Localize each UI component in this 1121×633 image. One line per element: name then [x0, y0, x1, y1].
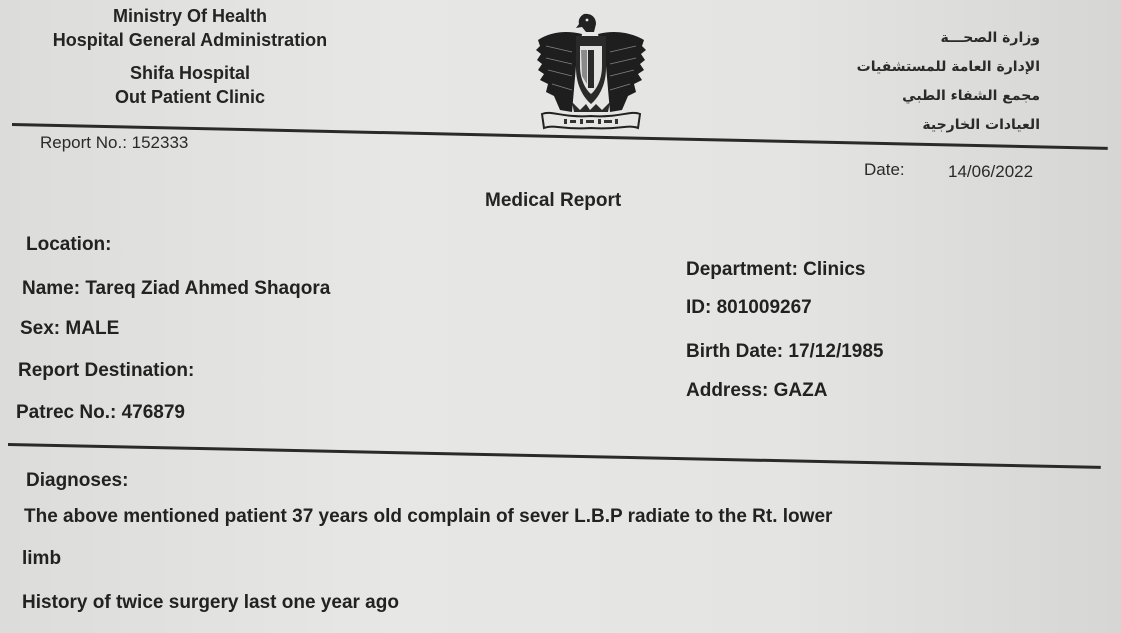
- diagnoses-heading: Diagnoses:: [26, 470, 129, 491]
- header-right-arabic: [830, 24, 1040, 140]
- birth-date-field: Birth Date: 17/12/1985: [686, 341, 884, 362]
- diagnosis-line: limb: [22, 548, 62, 569]
- ministry-name: Ministry Of Health: [112, 6, 268, 26]
- administration-name: Hospital General Administration: [52, 30, 328, 50]
- clinic-name: Out Patient Clinic: [114, 87, 265, 107]
- date-label: Date:: [864, 160, 905, 179]
- clinic-name-arabic: العيادات الخارجية: [922, 117, 1040, 133]
- patient-name-field: Name: Tareq Ziad Ahmed Shaqora: [22, 278, 331, 299]
- hospital-name: Shifa Hospital: [129, 63, 250, 83]
- report-number: Report No.: 152333: [40, 133, 189, 152]
- department-field: Department: Clinics: [686, 259, 866, 280]
- location-field: Location:: [26, 234, 112, 255]
- patrec-number-field: Patrec No.: 476879: [16, 402, 185, 423]
- administration-name-arabic: الإدارة العامة للمستشفيات: [856, 59, 1040, 75]
- diagnosis-line: History of twice surgery last one year ago: [22, 592, 399, 613]
- date-value: 14/06/2022: [948, 162, 1034, 181]
- header-left-english: [20, 4, 360, 109]
- section-divider: [8, 443, 1101, 469]
- document-title: Medical Report: [485, 190, 622, 211]
- hospital-name-arabic: مجمع الشفاء الطبي: [902, 88, 1040, 104]
- address-field: Address: GAZA: [686, 380, 828, 401]
- ministry-name-arabic: وزارة الصحـــة: [940, 30, 1040, 46]
- diagnosis-line: The above mentioned patient 37 years old complain of sever L.B.P radiate to the Rt. lower: [24, 506, 833, 527]
- sex-field: Sex: MALE: [20, 318, 120, 339]
- report-destination-field: Report Destination:: [18, 360, 195, 381]
- patient-id-field: ID: 801009267: [686, 297, 812, 318]
- palestinian-eagle-emblem-icon: [532, 6, 650, 130]
